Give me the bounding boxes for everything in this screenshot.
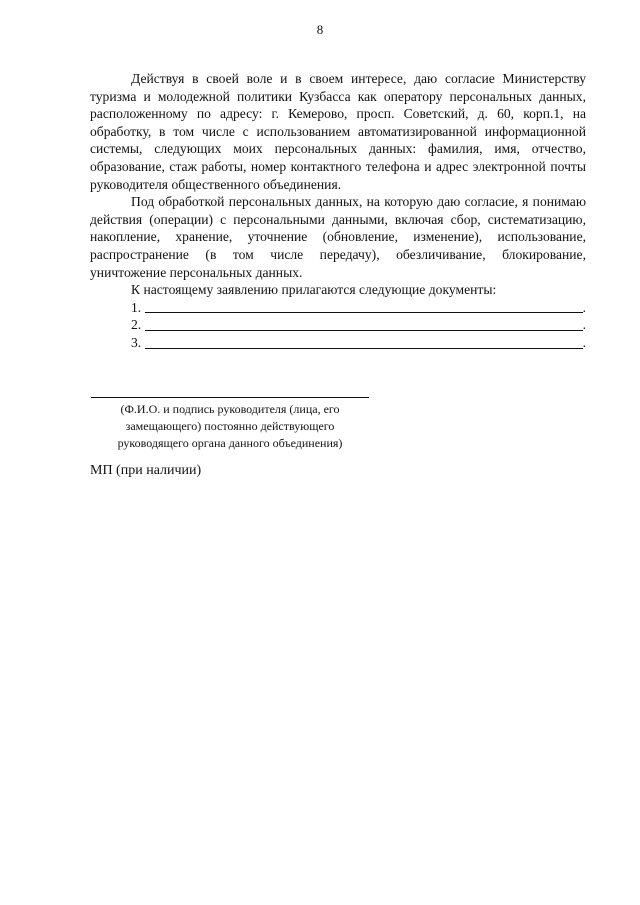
attachment-end: . [582, 317, 586, 333]
consent-paragraph: Действуя в своей воле и в своем интересе, даю согласие Министерству туризма и молодежной политики Кузбасса как оператору персональных данных, расположенному по адресу: г. Кемерово, просп. Советский, д. 60, корп.1, на обработку, в том числе с использованием автоматизированной информационной системы, следующих моих персональных данных: фамилия, имя, отчество, образование, стаж работы, номер контактного телефона и адрес электронной почты руководителя общественного объединения. [90, 71, 586, 192]
attachment-blank-field[interactable] [145, 318, 582, 331]
attachment-number: 1. [131, 299, 142, 315]
attachment-item [90, 334, 586, 352]
stamp-label: МП (при наличии) [90, 463, 202, 478]
signature-caption-line: руководящего органа данного объединения) [117, 436, 343, 450]
attachment-item [90, 316, 586, 334]
signature-block [91, 397, 369, 452]
attachment-blank-field[interactable] [145, 336, 582, 349]
attachments-list [90, 299, 586, 352]
attachments-intro: К настоящему заявлению прилагаются следующие документы: [131, 282, 497, 298]
signature-caption [91, 401, 369, 452]
attachment-blank-field[interactable] [145, 300, 582, 313]
processing-definition-paragraph: Под обработкой персональных данных, на которую даю согласие, я понимаю действия (операции) с персональными данными, включая сбор, систематизацию, накопление, хранение, уточнение (обновление, изменение), использование, распространение (в том числе передачу), обезличивание, блокирование, уничтожение персональных данных. [90, 194, 586, 280]
attachment-number: 3. [131, 334, 142, 350]
signature-line[interactable] [91, 397, 369, 398]
page-number: 8 [316, 22, 324, 37]
attachment-end: . [582, 299, 586, 315]
attachment-number: 2. [131, 317, 142, 333]
attachment-end: . [582, 334, 586, 350]
attachment-item [90, 299, 586, 317]
signature-caption-line: замещающего) постоянно действующего [125, 419, 335, 433]
consent-text [90, 70, 586, 352]
signature-caption-line: (Ф.И.О. и подпись руководителя (лица, его [120, 402, 340, 416]
